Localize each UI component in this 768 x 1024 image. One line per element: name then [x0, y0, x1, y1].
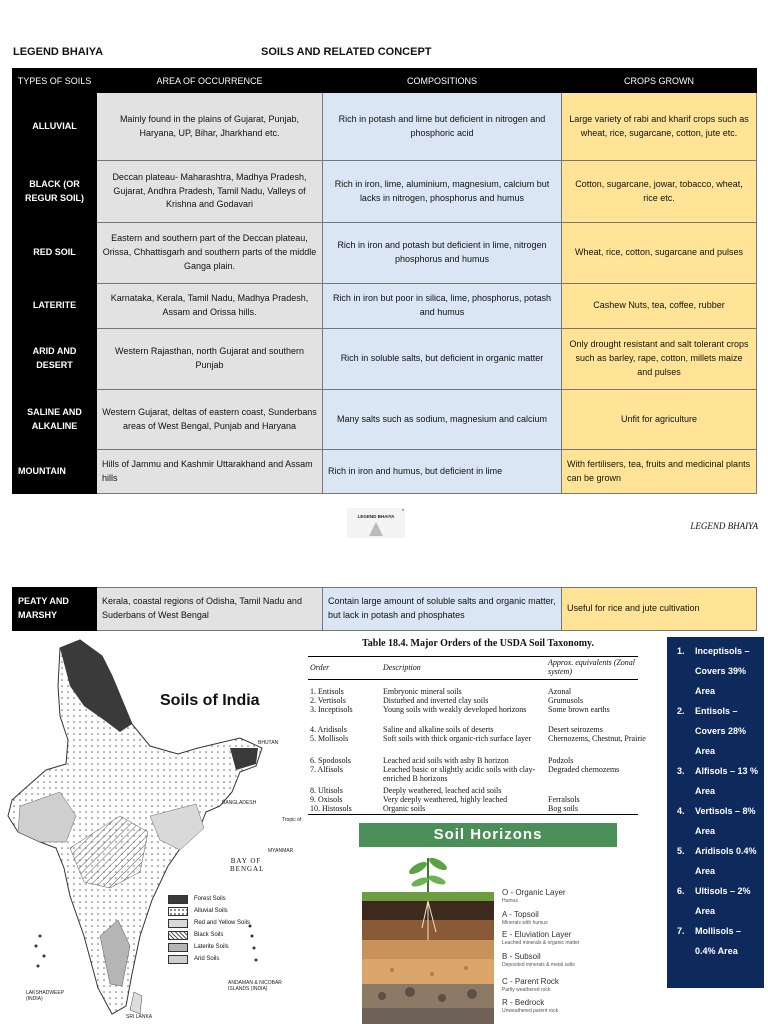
brand-logo: [347, 508, 405, 538]
legend-item: [168, 929, 264, 941]
legend-item: [168, 941, 264, 953]
table-row: [13, 284, 757, 329]
composition-cell: Contain large amount of soluble salts and organic matter, but lack in potash and phosphates: [323, 588, 562, 631]
usda-equiv: Azonal: [548, 687, 572, 696]
map-label-lakshadweep: LAKSHADWEEP (INDIA): [26, 990, 64, 1002]
horizon-label: E - Eluviation Layer Leached minerals & organic matter: [502, 930, 580, 946]
india-soil-map: [0, 636, 308, 1024]
soil-type-cell: SALINE AND ALKALINE: [13, 390, 97, 450]
usda-coverage-panel: [667, 637, 764, 988]
crops-cell: Large variety of rabi and kharif crops such as wheat, rice, sugarcane, cotton, jute etc.: [562, 93, 757, 161]
crops-cell: With fertilisers, tea, fruits and medicinal plants can be grown: [562, 450, 757, 494]
legend-swatch: [168, 919, 188, 928]
area-cell: Mainly found in the plains of Gujarat, Punjab, Haryana, UP, Bihar, Jharkhand etc.: [97, 93, 323, 161]
usda-order: 7. Alfisols: [310, 765, 343, 774]
crops-cell: Useful for rice and jute cultivation: [562, 588, 757, 631]
legend-label: Black Soils: [194, 932, 224, 938]
horizon-label: C - Parent Rock Partly weathered rock: [502, 977, 559, 993]
horizon-label: B - Subsoil Deposited minerals & metal salts: [502, 952, 575, 968]
coverage-item: 6. Ultisols – 2% Area: [677, 886, 751, 916]
usda-footer-rule: [308, 814, 638, 815]
usda-description: Leached basic or slightly acidic soils with clay-enriched B horizons: [383, 765, 536, 783]
soils-table-continued: [12, 587, 757, 631]
map-label-srilanka: SRI LANKA: [126, 1014, 153, 1020]
usda-order: 1. Entisols: [310, 687, 344, 696]
usda-description: Soft soils with thick organic-rich surface layer: [383, 734, 532, 743]
composition-cell: Rich in iron but poor in silica, lime, phosphorus, potash and humus: [323, 284, 562, 329]
composition-cell: Rich in iron and humus, but deficient in lime: [323, 450, 562, 494]
legend-swatch: [168, 943, 188, 952]
usda-equiv: Chernozems, Chestnut, Prairie: [548, 734, 646, 743]
crops-cell: Cashew Nuts, tea, coffee, rubber: [562, 284, 757, 329]
soil-horizons-illustration: [362, 850, 494, 1024]
area-cell: Deccan plateau- Maharashtra, Madhya Pradesh, Gujarat, Andhra Pradesh, Tamil Nadu, Valleys of Krishna and Godavari: [97, 161, 323, 223]
table-row: [13, 93, 757, 161]
soils-table: [12, 68, 757, 494]
crops-cell: Unfit for agriculture: [562, 390, 757, 450]
table-row: [13, 161, 757, 223]
area-cell: Hills of Jammu and Kashmir Uttarakhand and Assam hills: [97, 450, 323, 494]
table-row: [13, 450, 757, 494]
soil-type-cell: RED SOIL: [13, 223, 97, 284]
sri-lanka-shape: [130, 992, 142, 1014]
horizon-label: A - Topsoil Minerals with humus: [502, 910, 548, 926]
usda-description: Leached acid soils with ashy B horizon: [383, 756, 509, 765]
map-label-bhutan: BHUTAN: [258, 740, 279, 746]
horizon-label: O - Organic Layer Humus: [502, 888, 566, 904]
legend-swatch: [168, 895, 188, 904]
map-label-tropic: Tropic of: [282, 817, 302, 823]
legend-item: [168, 953, 264, 965]
table-row: [13, 329, 757, 390]
legend-swatch: [168, 931, 188, 940]
leaf-icon: [410, 876, 429, 889]
area-cell: Western Gujarat, deltas of eastern coast, Sunderbans areas of West Bengal, Punjab and Haryana: [97, 390, 323, 450]
usda-description: Deeply weathered, leached acid soils: [383, 786, 502, 795]
crops-cell: Cotton, sugarcane, jowar, tobacco, wheat, rice etc.: [562, 161, 757, 223]
usda-equiv: Grumusols: [548, 696, 584, 705]
map-legend: [168, 893, 264, 965]
usda-order: 5. Mollisols: [310, 734, 349, 743]
usda-equiv: Ferralsols: [548, 795, 580, 804]
soil-type-cell: ALLUVIAL: [13, 93, 97, 161]
table-row: [13, 223, 757, 284]
composition-cell: Rich in iron and potash but deficient in lime, nitrogen phosphorus and humus: [323, 223, 562, 284]
layer-e: [362, 940, 494, 959]
soil-type-cell: PEATY AND MARSHY: [13, 588, 97, 631]
legend-item: [168, 917, 264, 929]
area-cell: Western Rajasthan, north Gujarat and southern Punjab: [97, 329, 323, 390]
composition-cell: Rich in iron, lime, aluminium, magnesium, calcium but lacks in nitrogen, phosphorus and humus: [323, 161, 562, 223]
coverage-item: 1. Inceptisols – Covers 39% Area: [677, 646, 750, 696]
map-label-bay: BAY OF BENGAL: [230, 857, 265, 873]
usda-equiv: Desert seirozems: [548, 725, 603, 734]
crops-cell: Wheat, rice, cotton, sugarcane and pulses: [562, 223, 757, 284]
usda-description: Organic soils: [383, 804, 426, 813]
usda-order: 9. Oxisols: [310, 795, 343, 804]
usda-order: 4. Aridisols: [310, 725, 347, 734]
usda-taxonomy-table: [298, 636, 658, 820]
layer-r: [362, 1008, 494, 1024]
usda-description: Saline and alkaline soils of deserts: [383, 725, 494, 734]
layer-b: [362, 959, 494, 984]
area-cell: Karnataka, Kerala, Tamil Nadu, Madhya Pradesh, Assam and Orissa hills.: [97, 284, 323, 329]
usda-header-description: Description: [383, 663, 421, 672]
usda-description: Embryonic mineral soils: [383, 687, 462, 696]
table-row: [13, 588, 757, 631]
map-label-bangladesh: BANGLADESH: [222, 800, 257, 806]
usda-equiv: Degraded chernozems: [548, 765, 620, 774]
logo-star-icon: *: [402, 509, 404, 515]
map-label-myanmar: MYANMAR: [268, 848, 294, 854]
coverage-item: 5. Aridisols 0.4% Area: [677, 846, 757, 876]
soil-type-cell: ARID AND DESERT: [13, 329, 97, 390]
coverage-item: 4. Vertisols – 8% Area: [677, 806, 756, 836]
composition-cell: Many salts such as sodium, magnesium and calcium: [323, 390, 562, 450]
legend-swatch: [168, 907, 188, 916]
column-header: AREA OF OCCURRENCE: [97, 69, 323, 93]
usda-equiv: Bog soils: [548, 804, 579, 813]
soil-horizons-title: Soil Horizons: [359, 823, 617, 847]
legend-item: [168, 893, 264, 905]
composition-cell: Rich in soluble salts, but deficient in organic matter: [323, 329, 562, 390]
legend-label: Arid Soils: [194, 956, 220, 962]
column-header: CROPS GROWN: [562, 69, 757, 93]
usda-order: 2. Vertisols: [310, 696, 346, 705]
area-cell: Eastern and southern part of the Deccan plateau, Orissa, Chhattisgarh and southern parts of the middle Ganga plain.: [97, 223, 323, 284]
legend-item: [168, 905, 264, 917]
column-header: COMPOSITIONS: [323, 69, 562, 93]
legend-label: Alluvial Soils: [194, 908, 228, 914]
coverage-item: 3. Alfisols – 13 % Area: [677, 766, 759, 796]
leaf-icon: [427, 874, 446, 887]
table-row: [13, 390, 757, 450]
usda-equiv: Some brown earths: [548, 705, 610, 714]
usda-description: Disturbed and inverted clay soils: [383, 696, 489, 705]
legend-label: Red and Yellow Soils: [194, 920, 251, 926]
crops-cell: Only drought resistant and salt tolerant crops such as barley, rape, cotton, millets maize and pulses: [562, 329, 757, 390]
legend-label: Laterite Soils: [194, 944, 229, 950]
usda-description: Young soils with weakly developed horizons: [383, 705, 527, 714]
soil-type-cell: LATERITE: [13, 284, 97, 329]
usda-description: Very deeply weathered, highly leached: [383, 795, 508, 804]
usda-equiv: Podzols: [548, 756, 574, 765]
area-cell: Kerala, coastal regions of Odisha, Tamil Nadu and Suderbans of West Bengal: [97, 588, 323, 631]
usda-title: Table 18.4. Major Orders of the USDA Soil Taxonomy.: [362, 638, 594, 649]
coverage-item: 7. Mollisols – 0.4% Area: [677, 926, 742, 956]
map-label-andaman: ANDAMAN & NICOBAR ISLANDS (INDIA): [228, 980, 282, 992]
map-title: Soils of India: [160, 692, 260, 709]
soil-type-cell: BLACK (OR REGUR SOIL): [13, 161, 97, 223]
table-header-row: [13, 69, 757, 93]
soil-type-cell: MOUNTAIN: [13, 450, 97, 494]
column-header: TYPES OF SOILS: [13, 69, 97, 93]
horizon-label: R - Bedrock Unweathered parent rock: [502, 998, 559, 1014]
brand-heading: LEGEND BHAIYA: [13, 46, 104, 58]
logo-text: LEGEND BHAIYA: [357, 514, 395, 519]
leaf-icon: [427, 856, 448, 873]
usda-header-order: Order: [310, 663, 330, 672]
usda-order: 8. Ultisols: [310, 786, 343, 795]
grass-layer: [362, 892, 494, 901]
usda-order: 6. Spodosols: [310, 756, 351, 765]
leaf-icon: [407, 860, 428, 877]
usda-header-equiv: Approx. equivalents (Zonal system): [548, 658, 636, 676]
legend-label: Forest Soils: [194, 896, 226, 902]
usda-order: 10. Histosols: [310, 804, 352, 813]
page-title: SOILS AND RELATED CONCEPT: [261, 46, 432, 58]
composition-cell: Rich in potash and lime but deficient in nitrogen and phosphoric acid: [323, 93, 562, 161]
usda-header-row: [308, 656, 638, 680]
coverage-item: 2. Entisols – Covers 28% Area: [677, 706, 747, 756]
legend-swatch: [168, 955, 188, 964]
usda-order: 3. Inceptisols: [310, 705, 353, 714]
author-signature: LEGEND BHAIYA: [690, 521, 758, 531]
